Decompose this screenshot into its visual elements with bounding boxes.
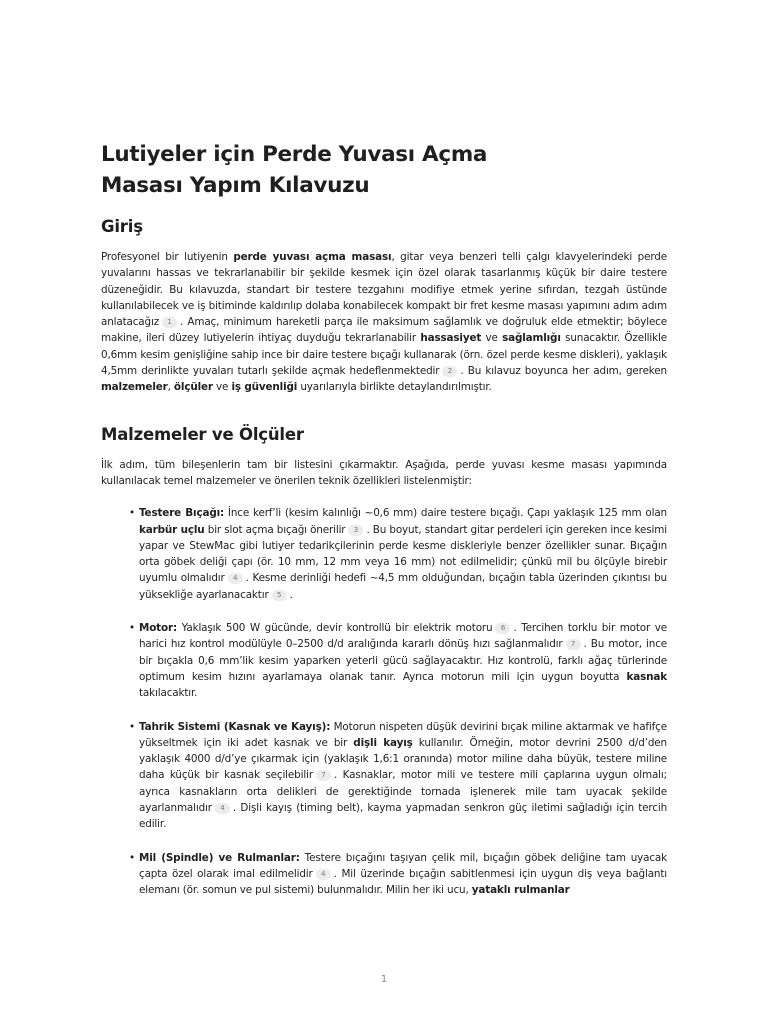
bullet: • [129, 720, 136, 733]
section-heading-materials: Malzemeler ve Ölçüler [101, 424, 304, 444]
document-title [101, 139, 667, 201]
bullet: • [129, 622, 136, 635]
bullet: • [129, 851, 136, 864]
list-item-saw-blade: • Testere Bıçağı: İnce kerf’li (kesim kalınlığı ~0,6 mm) daire testere bıçağı. Çapı yaklaşık 125 mm olan karbür uçlu bir slot açma bıçağı önerilir 3 . Bu boyut, standart gitar perdeleri için gereken ince kesimi yapar ve StewMac gibi lutiyer tedarikçilerinin perde kesme diskleriyle benzer özellikler sunar. Bıçağın orta göbek deliği çapı (ör. 10 mm, 12 mm veya 16 mm) not edilmelidir; çünkü mil bu ölçüyle birebir uyumlu olmalıdır 4 . Kesme derinliği hedefi ~4,5 mm olduğundan, bıçağın tabla üzerinden çıkıntısı bu yüksekliğe ayarlanacaktır 5 . [129, 507, 668, 601]
citation-badge[interactable]: 4 [316, 869, 331, 880]
materials-lead-paragraph: İlk adım, tüm bileşenlerin tam bir listesini çıkarmaktır. Aşağıda, perde yuvası kesme masası yapımında kullanılacak temel malzemeler ve önerilen teknik özellikleri listelenmiştir: [101, 458, 667, 487]
citation-badge[interactable]: 4 [215, 803, 230, 814]
citation-badge[interactable]: 7 [566, 639, 581, 650]
citation-badge[interactable]: 4 [228, 573, 243, 584]
list-item-drive-system: • Tahrik Sistemi (Kasnak ve Kayış): Motorun nispeten düşük devirini bıçak miline aktarmak ve hafifçe yükseltmek için iki adet kasnak ve bir dişli kayış kullanılır. Örneğin, motor devrini 2500 d/d’den yaklaşık 4000 d/d’ye çıkarmak için (yaklaşık 1,6:1 oranında) motor miline daha büyük, testere miline daha küçük bir kasnak seçilebilir 7 . Kasnaklar, motor mili ve testere mili çaplarına uygun olmalı; ayrıca kasnakların orta delikleri de gerektiğinde tornada işlenerek mile tam uyacak şekilde ayarlanmalıdır 4 . Dişli kayış (timing belt), kayma yapmadan senkron güç iletimi sağladığı için tercih edilir. [129, 720, 667, 831]
citation-badge[interactable]: 2 [442, 366, 457, 377]
intro-paragraph: Profesyonel bir lutiyenin perde yuvası açma masası, gitar veya benzeri telli çalgı klavyelerindeki perde yuvalarını hassas ve tekrarlanabilir bir şekilde kesmek için özel olarak tasarlanmış küçük bir daire testere düzeneğidir. Bu kılavuzda, standart bir testere tezgahını modifiye etmek yerine sıfırdan, tezgah üstünde kullanılabilecek ve iş bitiminde kaldırılıp dolaba konabilecek kompakt bir fret kesme masası yapımını adım adım anlatacağız 1 . Amaç, minimum hareketli parça ile maksimum sağlamlık ve doğruluk elde etmektir; böylece makine, ileri düzey lutiyelerin ihtiyaç duyduğu tekrarlanabilir hassasiyet ve sağlamlığı sunacaktır. Özellikle 0,6mm kesim genişliğine sahip ince bir daire testere bıçağı kullanarak (örn. özel perde kesme diskleri), yaklaşık 4,5mm derinlikte yuvaları tutarlı şekilde açmak hedeflenmektedir 2 . Bu kılavuz boyunca her adım, gereken malzemeler, ölçüler ve iş güvenliği uyarılarıyla birlikte detaylandırılmıştır. [101, 251, 668, 394]
bullet: • [129, 507, 136, 520]
materials-list [101, 505, 667, 898]
citation-badge[interactable]: 3 [348, 525, 363, 536]
title-line-1: Lutiyeler için Perde Yuvası Açma [101, 142, 488, 167]
list-item-motor: • Motor: Yaklaşık 500 W gücünde, devir kontrollü bir elektrik motoru 6 . Tercihen torklu bir motor ve harici hız kontrol modülüyle 0–2500 d/d aralığında kararlı dönüş hızı sağlanmalıdır 7 . Bu motor, ince bir bıçakla 0,6 mm’lik kesim yaparken yeterli gücü sağlayacaktır. Hız kontrolü, farklı ağaç türlerinde optimum kesim hızını ayarlamaya olanak tanır. Ayrıca motorun mili için uygun boyutta kasnak takılacaktır. [129, 622, 667, 700]
citation-badge[interactable]: 6 [495, 623, 510, 634]
section-heading-intro: Giriş [101, 217, 143, 236]
citation-badge[interactable]: 7 [316, 770, 331, 781]
list-item-spindle: • Mil (Spindle) ve Rulmanlar: Testere bıçağını taşıyan çelik mil, bıçağın göbek deliğine tam uyacak çapta özel olarak imal edilmelidir 4 . Mil üzerinde bıçağın sabitlenmesi için uygun diş veya bağlantı elemanı (ör. somun ve pul sistemi) bulunmalıdır. Milin her iki ucu, yataklı rulmanlar [129, 851, 668, 897]
title-line-2: Masası Yapım Kılavuzu [101, 173, 370, 198]
page-number: 1 [380, 974, 388, 985]
citation-badge[interactable]: 5 [272, 590, 287, 601]
page-content [101, 139, 667, 916]
citation-badge[interactable]: 1 [162, 317, 177, 328]
